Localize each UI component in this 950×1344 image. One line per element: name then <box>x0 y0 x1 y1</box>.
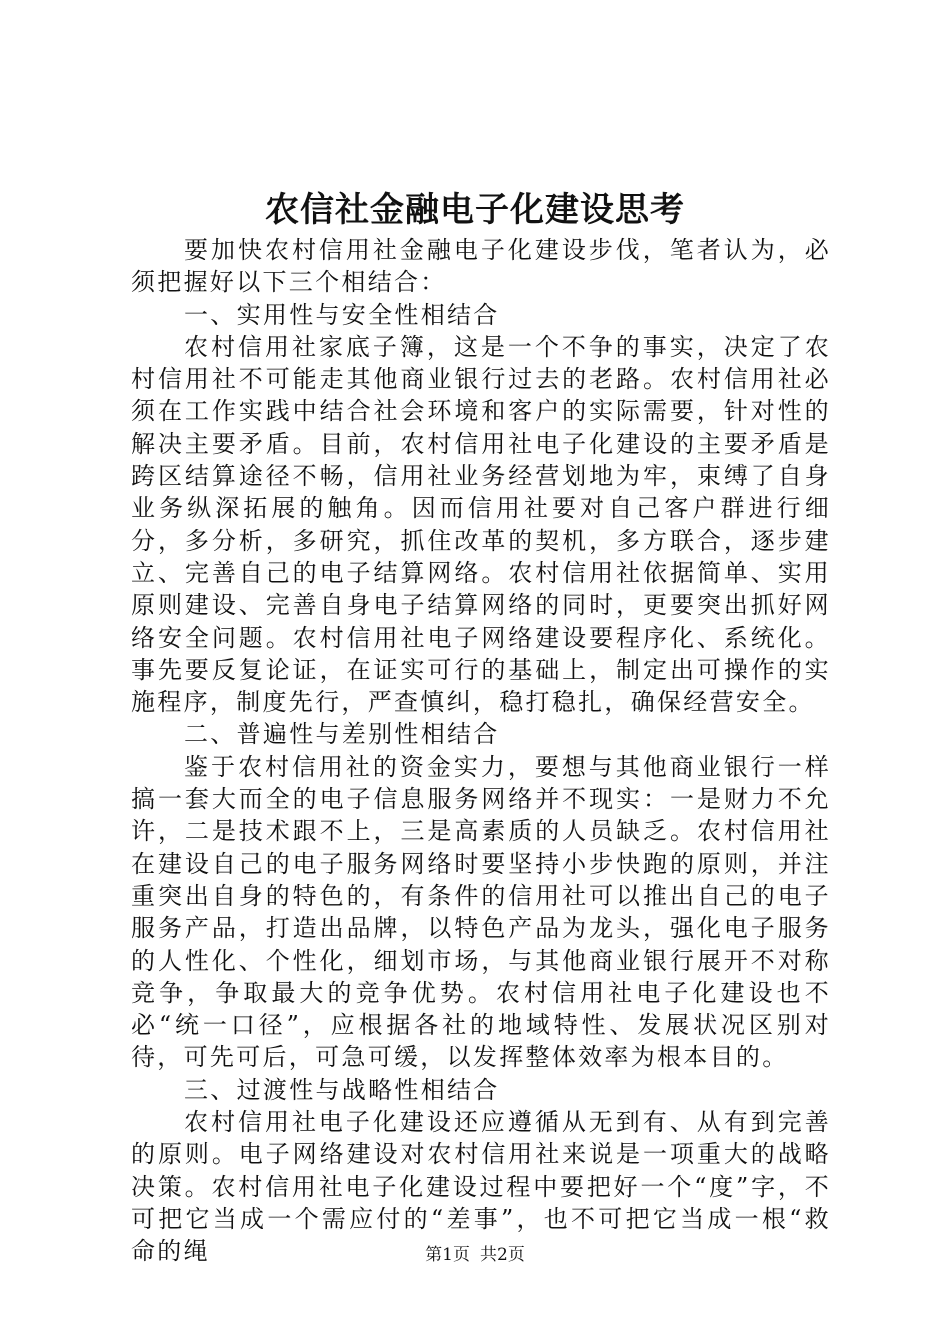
section-heading-3: 三、过渡性与战略性相结合 <box>184 1075 500 1104</box>
page-footer <box>0 1244 950 1266</box>
section-heading-2: 二、普遍性与差别性相结合 <box>184 720 500 749</box>
page-total: 共2页 <box>480 1245 525 1265</box>
section-heading-1: 一、实用性与安全性相结合 <box>184 300 500 329</box>
intro-paragraph: 要加快农村信用社金融电子化建设步伐，笔者认为，必须把握好以下三个相结合： <box>131 236 831 297</box>
section-paragraph-3: 农村信用社电子化建设还应遵循从无到有、从有到完善的原则。电子网络建设对农村信用社来说是一项重大的战略决策。农村信用社电子化建设过程中要把好一个“度”字，不可把它当成一个需应付的“差事”，也不可把它当成一根“救命的绳 <box>131 1108 831 1266</box>
section-paragraph-2: 鉴于农村信用社的资金实力，要想与其他商业银行一样搞一套大而全的电子信息服务网络并不现实：一是财力不允许，二是技术跟不上，三是高素质的人员缺乏。农村信用社在建设自己的电子服务网络时要坚持小步快跑的原则，并注重突出自身的特色的，有条件的信用社可以推出自己的电子服务产品，打造出品牌，以特色产品为龙头，强化电子服务的人性化、个性化，细划市场，与其他商业银行展开不对称竞争，争取最大的竞争优势。农村信用社电子化建设也不必“统一口径”，应根据各社的地域特性、发展状况区别对待，可先可后，可急可缓，以发挥整体效率为根本目的。 <box>131 752 831 1072</box>
section-paragraph-1: 农村信用社家底子簿，这是一个不争的事实，决定了农村信用社不可能走其他商业银行过去的老路。农村信用社必须在工作实践中结合社会环境和客户的实际需要，针对性的解决主要矛盾。目前，农村信用社电子化建设的主要矛盾是跨区结算途径不畅，信用社业务经营划地为牢，束缚了自身业务纵深拓展的触角。因而信用社要对自己客户群进行细分，多分析，多研究，抓住改革的契机，多方联合，逐步建立、完善自己的电子结算网络。农村信用社依据简单、实用原则建设、完善自身电子结算网络的同时，更要突出抓好网络安全问题。农村信用社电子网络建设要程序化、系统化。事先要反复论证，在证实可行的基础上，制定出可操作的实施程序，制度先行，严查慎纠，稳打稳扎，确保经营安全。 <box>131 332 831 717</box>
document-body <box>131 234 831 1268</box>
document-title: 农信社金融电子化建设思考 <box>265 190 685 230</box>
page-number: 第1页 <box>425 1245 470 1265</box>
